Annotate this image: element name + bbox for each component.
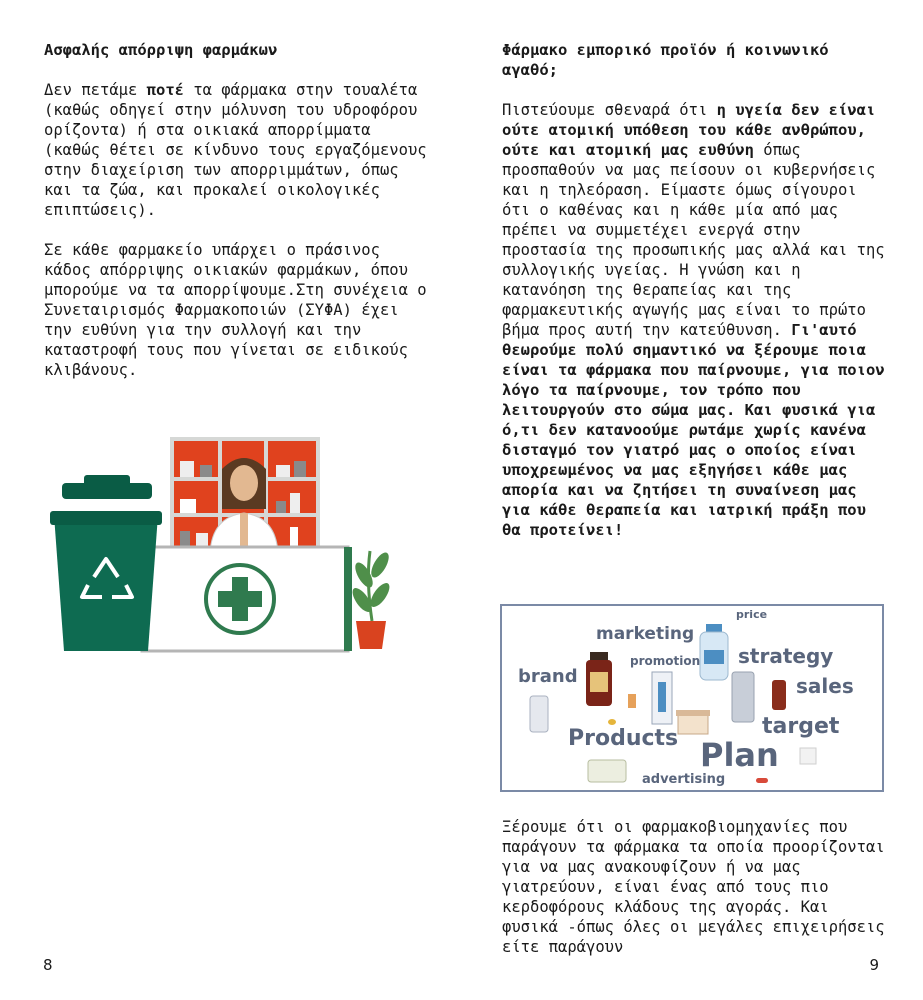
wc-marketing: marketing — [596, 624, 695, 644]
wc-target: target — [762, 714, 840, 739]
page-number-right: 9 — [869, 956, 879, 974]
wc-products: Products — [568, 726, 679, 751]
iv-bottle-icon — [700, 624, 728, 680]
p1-middle: όπως προσπαθούν να μας πείσουν οι κυβερνήσεις και η τηλεόραση. Είμαστε όμως σίγουροι ότι ο καθένας και η κάθε μία από μας πρέπει να συμμετέχει ενεργά στην προστασία της προσωπικής μας αλλά και της συλλογικής υγείας. Η γνώση και η κατανόηση της θεραπείας και της φαρμακευτικής αγωγής μας είναι το πρώτο βήμα προς αυτή την κατεύθυνση. — [502, 141, 885, 339]
p1-before: Δεν πετάμε — [44, 81, 147, 99]
p1-bold-know-medicines: Γι'αυτό θεωρούμε πολύ σημαντικό να ξέρουμε ποια είναι τα φάρμακα που παίρνουμε, για ποιον λόγο τα παίρνουμε, τον τρόπο που λειτουργούν στο σώμα μας. Και φυσικά για ό,τι δεν κατανοούμε ρωτάμε χωρίς κανένα δισταγμό τον γιατρό μας ο οποίος είναι υποχρεωμένος να μας εξηγήσει κάθε μας απορία και να ζητήσει τη συναίνεση μας για κάθε θεραπεία και ιατρική πράξη που θα προτείνει! — [502, 321, 885, 539]
no-flush-paragraph — [44, 80, 434, 220]
blister-pack-icon — [530, 672, 754, 782]
p1-bold-health: η υγεία δεν είναι ούτε ατομική υπόθεση του κάθε ανθρώπου, ούτε και ατομική μας ευθύνη — [502, 101, 876, 159]
marketing-word-cloud — [500, 604, 884, 792]
wc-promotion: promotion — [630, 654, 701, 668]
wc-brand: brand — [518, 666, 578, 687]
p1-emphasis-never: ποτέ — [146, 81, 184, 99]
wc-strategy: strategy — [738, 644, 834, 668]
commercial-vs-social-heading: Φάρμακο εμπορικό προϊόν ή κοινωνικό αγαθό; — [502, 41, 829, 79]
green-bin-paragraph: Σε κάθε φαρμακείο υπάρχει ο πράσινος κάδος απόρριψης οικιακών φαρμάκων, όπου μπορούμε να τα απορρίψουμε.Στη συνέχεια ο Συνεταιρισμός Φαρμακοποιών (ΣΥΦΑ) έχει την ευθύνη για την συλλογή και την καταστροφή τους που γίνεται σε ειδικούς κλιβάνους. — [44, 241, 427, 379]
wc-advertising: advertising — [642, 772, 726, 787]
potted-plant-icon — [349, 550, 390, 649]
wc-price: price — [736, 608, 768, 621]
recycle-bin-icon — [50, 475, 162, 651]
pill-box-icon — [652, 672, 672, 724]
capsules-icon — [608, 719, 816, 783]
medicine-icons — [502, 606, 882, 790]
safe-disposal-heading: Ασφαλής απόρριψη φαρμάκων — [44, 41, 278, 59]
wc-plan: Plan — [700, 736, 779, 774]
health-responsibility-paragraph — [502, 100, 887, 540]
page-number-left: 8 — [43, 956, 53, 974]
pharma-industry-paragraph: Ξέρουμε ότι οι φαρμακοβιομηχανίες που παράγουν τα φάρμακα τα οποία προορίζονται για να μας ανακουφίζουν ή να μας γιατρεύουν, είναι ένας από τους πιο κερδοφόρους κλάδους της αγοράς. Και φυσικά -όπως όλες οι μεγάλες επιχειρήσεις είτε παράγουν — [502, 818, 885, 956]
wc-sales: sales — [796, 674, 854, 698]
left-page-text — [44, 40, 434, 400]
syrup-bottle-icon — [586, 652, 612, 706]
p1-intro: Πιστεύουμε σθεναρά ότι — [502, 101, 717, 119]
p1-after: τα φάρμακα στην τουαλέτα (καθώς οδηγεί στην μόλυνση του υδροφόρου ορίζοντα) ή στα οικιακά απορρίμματα (καθώς θέτει σε κίνδυνο τους εργαζόμενους στην διαχείριση των απορριμμάτων, όπως και τα ζώα, και προκαλεί οικολογικές επιπτώσεις). — [44, 81, 427, 219]
jar-icon — [676, 710, 710, 734]
right-page-text — [502, 40, 887, 560]
pharmacy-illustration — [50, 435, 390, 655]
pharmacy-counter — [142, 547, 352, 651]
